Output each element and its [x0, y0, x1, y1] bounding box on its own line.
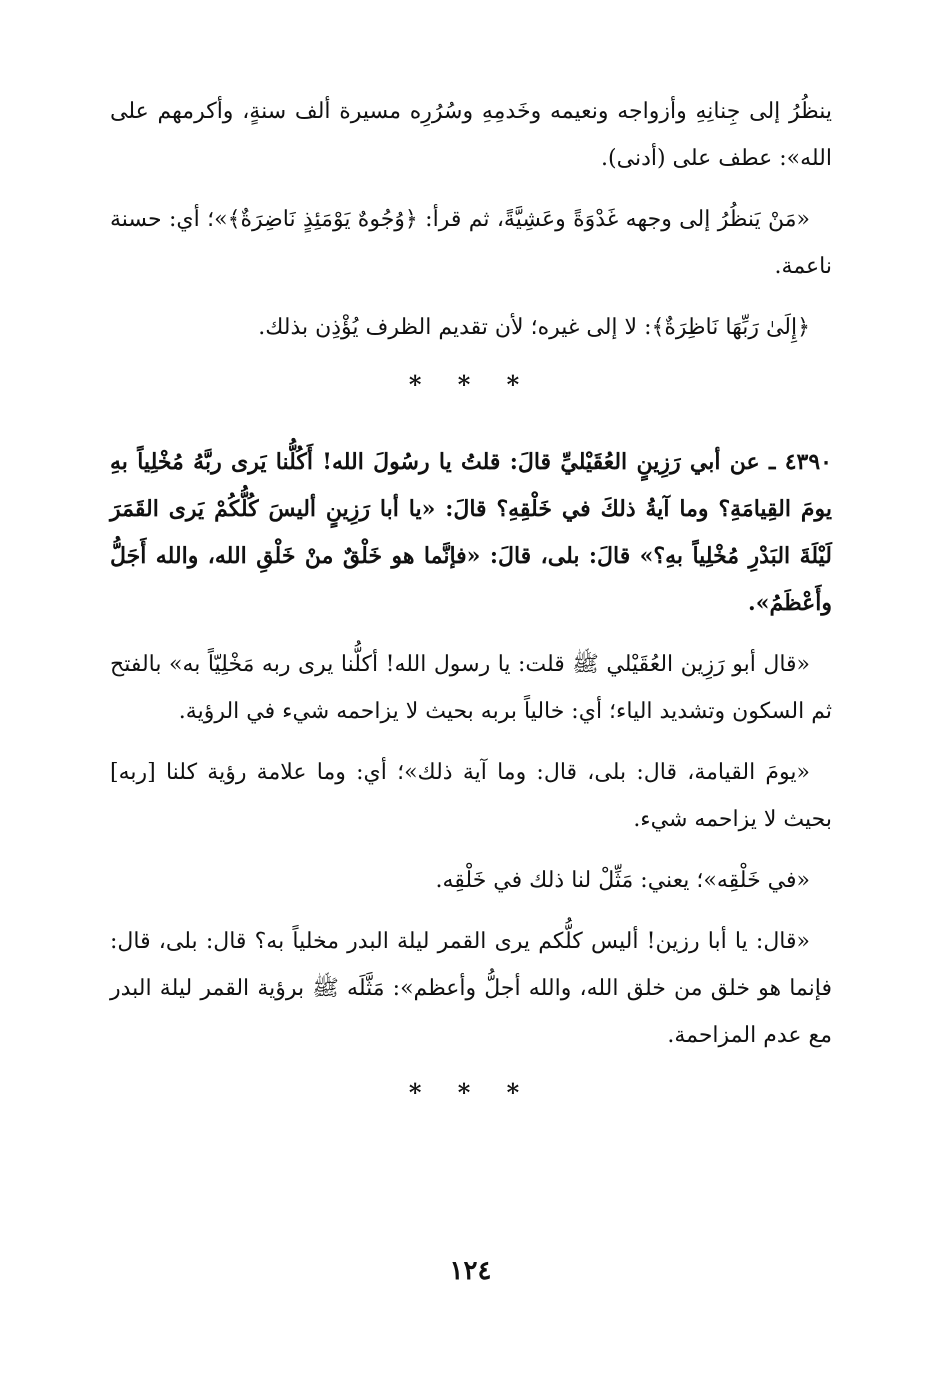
section-divider-1: * * *	[408, 370, 534, 399]
explanation-paragraph-3: «في خَلْقِه»؛ يعني: مَثِّلْ لنا ذلك في خَلْقِه.	[435, 868, 810, 893]
explanation-paragraph-4: «قال: يا أبا رزين! أليس كلُّكم يرى القمر ليلة البدر مخلياً به؟ قال: بلى، قال: فإنما هو خلق من خلق الله، والله أجلُّ وأعظم»: مَثَّلَه ﷺ برؤية القمر ليلة البدر مع عدم المزاحمة.	[110, 929, 832, 1048]
hadith-text: ٤٣٩٠ ـ عن أبي رَزِينٍ العُقَيْليِّ قالَ: قلتُ يا رسُولَ الله! أَكُلُّنا يَرى ربَّهُ مُخْلِياً بهِ يومَ القِيامَةِ؟ وما آيةُ ذلكَ في خَلْقِهِ؟ قالَ: «يا أبا رَزِينٍ أليسَ كُلُّكُمْ يَرى القَمَرَ لَيْلَةَ البَدْرِ مُخْلِياً بهِ؟» قالَ: بلى، قالَ: «فإنَّما هو خَلْقٌ منْ خَلْقِ الله، والله أَجَلُّ وأَعْظَمُ».	[110, 449, 832, 616]
explanation-paragraph-1: «قال أبو رَزِين العُقَيْلي ﷺ قلت: يا رسول الله! أكلُّنا يرى ربه مَخْلِيّاً به» بالفتح ثم السكون وتشديد الياء؛ أي: خالياً بربه بحيث لا يزاحمه شيء في الرؤية.	[110, 652, 832, 724]
page-body	[110, 88, 832, 1147]
section-divider-2: * * *	[408, 1078, 534, 1107]
commentary-paragraph-1: ينظُرُ إلى جِنانِهِ وأزواجه ونعيمه وخَدمِهِ وسُرُرِه مسيرة ألف سنةٍ، وأكرمهم على الله»: عطف على (أدنى).	[110, 99, 832, 171]
page-number: ١٢٤	[449, 1256, 492, 1286]
explanation-paragraph-2: «يومَ القيامة، قال: بلى، قال: وما آية ذلك»؛ أي: وما علامة رؤية كلنا [ربه] بحيث لا يزاحمه شيء.	[110, 760, 832, 832]
commentary-paragraph-3: ﴿إِلَىٰ رَبِّهَا نَاظِرَةٌ﴾: لا إلى غيره؛ لأن تقديم الظرف يُؤْذِن بذلك.	[258, 315, 810, 340]
commentary-paragraph-2: «مَنْ يَنظُرُ إلى وجهه غَدْوَةً وعَشِيَّةً، ثم قرأ: ﴿وُجُوهٌ يَوْمَئِذٍ نَاضِرَةٌ﴾»؛ أي: حسنة ناعمة.	[110, 207, 832, 279]
